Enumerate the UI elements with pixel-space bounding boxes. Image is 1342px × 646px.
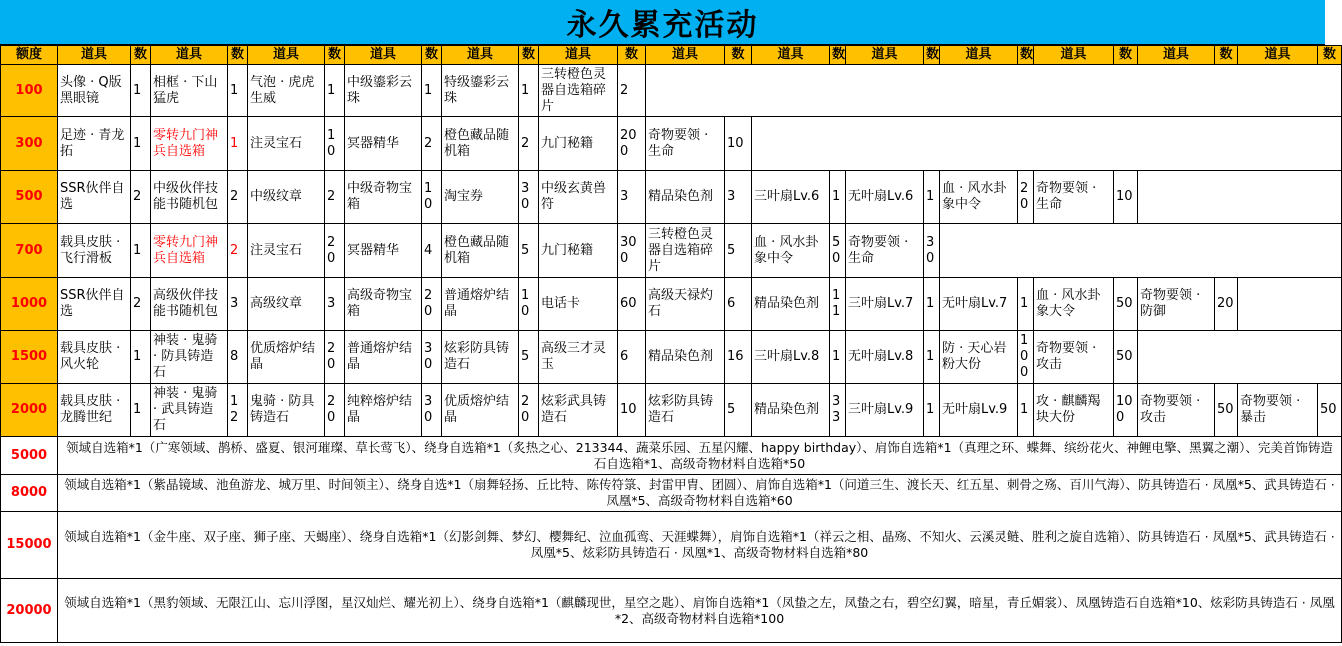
tier-amount: 1500 bbox=[1, 331, 58, 384]
item-count: 100 bbox=[1018, 331, 1034, 384]
header-count: 数 bbox=[830, 46, 846, 65]
item-name: SSR伙伴自选 bbox=[58, 171, 131, 224]
item-name: 高级伙伴技能书随机包 bbox=[151, 278, 228, 331]
item-name: 冥器精华 bbox=[345, 224, 422, 278]
item-name: 气泡 · 虎虎生威 bbox=[248, 65, 325, 117]
item-count: 11 bbox=[830, 278, 846, 331]
item-name: 注灵宝石 bbox=[248, 117, 325, 171]
item-count: 30 bbox=[519, 171, 539, 224]
tier-amount: 15000 bbox=[1, 512, 58, 579]
item-name: 神装 · 鬼骑 · 防具铸造石 bbox=[151, 331, 228, 384]
item-count: 5 bbox=[519, 331, 539, 384]
tier-reward-text: 领域自选箱*1（紫晶镜域、池鱼游龙、城万里、时间领主）、绕身自选*1（扇舞轻扬、丘比特、陈传符箓、封雷甲胄、团圆）、肩饰自选箱*1（问道三生、渡长天、红五星、刺骨之殇、百川气海）、防具铸造石 · 凤凰*5、武具铸造石 · 凤凰*5、高级奇物材料自选箱*60 bbox=[58, 475, 1342, 512]
tier-amount: 2000 bbox=[1, 384, 58, 437]
item-name: 高级三才灵玉 bbox=[539, 331, 618, 384]
empty-cell bbox=[1138, 171, 1342, 224]
item-count: 1 bbox=[228, 65, 248, 117]
tier-amount: 8000 bbox=[1, 475, 58, 512]
item-name: 三叶扇Lv.7 bbox=[846, 278, 924, 331]
item-name: 无叶扇Lv.8 bbox=[846, 331, 924, 384]
tier-amount: 500 bbox=[1, 171, 58, 224]
header-count: 数 bbox=[1215, 46, 1238, 65]
item-name: 精品染色剂 bbox=[752, 278, 830, 331]
tier-amount: 1000 bbox=[1, 278, 58, 331]
item-name: 中级奇物宝箱 bbox=[345, 171, 422, 224]
item-name: 奇物要领 · 攻击 bbox=[1034, 331, 1114, 384]
item-count: 20 bbox=[422, 278, 442, 331]
item-count: 30 bbox=[422, 384, 442, 437]
item-name: 三叶扇Lv.6 bbox=[752, 171, 830, 224]
item-name: 头像 · Q版黑眼镜 bbox=[58, 65, 131, 117]
item-count: 20 bbox=[325, 224, 345, 278]
item-name: 无叶扇Lv.6 bbox=[846, 171, 924, 224]
empty-cell bbox=[940, 224, 1342, 278]
item-count: 1 bbox=[830, 171, 846, 224]
item-name: 九门秘籍 bbox=[539, 117, 618, 171]
item-count: 1 bbox=[325, 65, 345, 117]
item-name: 零转九门神兵自选箱 bbox=[151, 117, 228, 171]
tier-reward-text: 领域自选箱*1（广寒领域、鹊桥、盛夏、银河璀璨、草长莺飞）、绕身自选箱*1（炙热之心、213344、蔬菜乐园、五星闪耀、happy birthday）、肩饰自选箱*1（真理之环、蝶舞、缤纷花火、神鲤电擎、黑翼之潮）、完美首饰铸造石自选箱*1、高级奇物材料自选箱*50 bbox=[58, 437, 1342, 475]
item-count: 60 bbox=[618, 278, 646, 331]
item-count: 1 bbox=[1018, 278, 1034, 331]
item-name: 血 · 风水卦象中令 bbox=[940, 171, 1018, 224]
item-name: 血 · 风水卦象大令 bbox=[1034, 278, 1114, 331]
item-count: 50 bbox=[1114, 278, 1138, 331]
item-count: 8 bbox=[228, 331, 248, 384]
item-name: 无叶扇Lv.7 bbox=[940, 278, 1018, 331]
header-count: 数 bbox=[924, 46, 940, 65]
item-name: 橙色藏品随机箱 bbox=[442, 224, 519, 278]
header-item: 道具 bbox=[752, 46, 830, 65]
item-count: 20 bbox=[325, 384, 345, 437]
item-count: 20 bbox=[1018, 171, 1034, 224]
header-item: 道具 bbox=[1034, 46, 1114, 65]
item-count: 2 bbox=[422, 117, 442, 171]
item-name: 奇物要领 · 暴击 bbox=[1238, 384, 1318, 437]
item-count: 1 bbox=[131, 65, 151, 117]
item-name: 高级天禄灼石 bbox=[646, 278, 725, 331]
item-name: 无叶扇Lv.9 bbox=[940, 384, 1018, 437]
item-name: 三叶扇Lv.8 bbox=[752, 331, 830, 384]
tier-row bbox=[1, 331, 1342, 384]
item-count: 1 bbox=[830, 331, 846, 384]
item-count: 6 bbox=[725, 278, 752, 331]
item-count: 5 bbox=[725, 224, 752, 278]
item-name: 精品染色剂 bbox=[752, 384, 830, 437]
header-amount: 额度 bbox=[1, 46, 58, 65]
item-count: 10 bbox=[422, 171, 442, 224]
item-name: 中级伙伴技能书随机包 bbox=[151, 171, 228, 224]
item-count: 5 bbox=[519, 224, 539, 278]
tier-reward-text: 领域自选箱*1（金牛座、双子座、狮子座、天蝎座）、绕身自选箱*1（幻影剑舞、梦幻、樱舞纪、泣血孤鸾、天涯蝶舞），肩饰自选箱*1（祥云之相、晶殇、不知火、云溪灵鲢、胜利之旋自选箱）、防具铸造石 · 凤凰*5、武具铸造石 · 凤凰*5、炫彩防具铸造石 · 凤凰*1、高级奇物材料自选箱*80 bbox=[58, 512, 1342, 579]
item-count: 2 bbox=[519, 117, 539, 171]
header-count: 数 bbox=[131, 46, 151, 65]
item-count: 1 bbox=[422, 65, 442, 117]
item-count: 2 bbox=[131, 171, 151, 224]
item-name: SSR伙伴自选 bbox=[58, 278, 131, 331]
item-name: 精品染色剂 bbox=[646, 171, 725, 224]
header-row bbox=[1, 46, 1342, 65]
tier-amount: 300 bbox=[1, 117, 58, 171]
item-count: 10 bbox=[519, 278, 539, 331]
item-name: 神装 · 鬼骑 · 武具铸造石 bbox=[151, 384, 228, 437]
item-count: 30 bbox=[924, 224, 940, 278]
item-count: 1 bbox=[131, 117, 151, 171]
item-name: 足迹 · 青龙拓 bbox=[58, 117, 131, 171]
item-name: 优质熔炉结晶 bbox=[248, 331, 325, 384]
page-title: 永久累充活动 bbox=[0, 0, 1325, 45]
tier-row bbox=[1, 224, 1342, 278]
tier-amount: 5000 bbox=[1, 437, 58, 475]
item-count: 50 bbox=[1114, 331, 1138, 384]
item-name: 炫彩防具铸造石 bbox=[442, 331, 519, 384]
item-name: 三转橙色灵器自选箱碎片 bbox=[539, 65, 618, 117]
item-count: 50 bbox=[830, 224, 846, 278]
item-count: 3 bbox=[618, 171, 646, 224]
header-item: 道具 bbox=[1138, 46, 1215, 65]
item-name: 奇物要领 · 生命 bbox=[1034, 171, 1114, 224]
item-name: 奇物要领 · 生命 bbox=[646, 117, 725, 171]
tier-row bbox=[1, 65, 1342, 117]
item-count: 300 bbox=[618, 224, 646, 278]
item-name: 载具皮肤 · 飞行滑板 bbox=[58, 224, 131, 278]
item-count: 2 bbox=[618, 65, 646, 117]
item-name: 特级鎏彩云珠 bbox=[442, 65, 519, 117]
item-name: 中级玄黄兽符 bbox=[539, 171, 618, 224]
item-count: 12 bbox=[228, 384, 248, 437]
big-tier-row bbox=[1, 579, 1342, 643]
header-item: 道具 bbox=[151, 46, 228, 65]
item-name: 奇物要领 · 攻击 bbox=[1138, 384, 1215, 437]
header-count: 数 bbox=[228, 46, 248, 65]
item-count: 3 bbox=[725, 171, 752, 224]
item-name: 冥器精华 bbox=[345, 117, 422, 171]
header-count: 数 bbox=[1114, 46, 1138, 65]
tier-row bbox=[1, 117, 1342, 171]
item-name: 普通熔炉结晶 bbox=[442, 278, 519, 331]
item-name: 炫彩防具铸造石 bbox=[646, 384, 725, 437]
item-count: 30 bbox=[422, 331, 442, 384]
item-count: 20 bbox=[1215, 278, 1238, 331]
item-count: 50 bbox=[1318, 384, 1342, 437]
item-count: 3 bbox=[228, 278, 248, 331]
item-name: 三叶扇Lv.9 bbox=[846, 384, 924, 437]
header-item: 道具 bbox=[1238, 46, 1318, 65]
item-name: 中级鎏彩云珠 bbox=[345, 65, 422, 117]
empty-cell bbox=[1238, 278, 1342, 331]
item-name: 电话卡 bbox=[539, 278, 618, 331]
item-name: 奇物要领 · 生命 bbox=[846, 224, 924, 278]
item-count: 1 bbox=[228, 117, 248, 171]
item-name: 攻 · 麒麟羯块大份 bbox=[1034, 384, 1114, 437]
item-name: 中级纹章 bbox=[248, 171, 325, 224]
header-item: 道具 bbox=[539, 46, 618, 65]
header-item: 道具 bbox=[846, 46, 924, 65]
item-name: 九门秘籍 bbox=[539, 224, 618, 278]
item-count: 1 bbox=[1018, 384, 1034, 437]
item-name: 纯粹熔炉结晶 bbox=[345, 384, 422, 437]
item-count: 3 bbox=[325, 278, 345, 331]
item-name: 三转橙色灵器自选箱碎片 bbox=[646, 224, 725, 278]
empty-cell bbox=[1138, 331, 1342, 384]
item-count: 1 bbox=[924, 278, 940, 331]
item-count: 50 bbox=[1215, 384, 1238, 437]
header-count: 数 bbox=[725, 46, 752, 65]
item-count: 1 bbox=[131, 331, 151, 384]
item-count: 6 bbox=[618, 331, 646, 384]
item-count: 1 bbox=[924, 384, 940, 437]
item-name: 橙色藏品随机箱 bbox=[442, 117, 519, 171]
item-count: 2 bbox=[131, 278, 151, 331]
item-name: 载具皮肤 · 龙腾世纪 bbox=[58, 384, 131, 437]
item-count: 2 bbox=[228, 171, 248, 224]
tier-row bbox=[1, 171, 1342, 224]
item-count: 200 bbox=[618, 117, 646, 171]
item-name: 淘宝券 bbox=[442, 171, 519, 224]
item-count: 10 bbox=[1114, 171, 1138, 224]
tier-row bbox=[1, 278, 1342, 331]
item-name: 炫彩武具铸造石 bbox=[539, 384, 618, 437]
item-count: 1 bbox=[131, 384, 151, 437]
item-name: 高级纹章 bbox=[248, 278, 325, 331]
item-count: 1 bbox=[924, 331, 940, 384]
header-item: 道具 bbox=[940, 46, 1018, 65]
header-count: 数 bbox=[1318, 46, 1342, 65]
header-item: 道具 bbox=[646, 46, 725, 65]
header-count: 数 bbox=[1018, 46, 1034, 65]
header-item: 道具 bbox=[248, 46, 325, 65]
item-name: 鬼骑 · 防具铸造石 bbox=[248, 384, 325, 437]
item-count: 2 bbox=[325, 171, 345, 224]
tier-amount: 700 bbox=[1, 224, 58, 278]
item-name: 防 · 天心岩粉大份 bbox=[940, 331, 1018, 384]
reward-table bbox=[0, 45, 1342, 643]
item-count: 2 bbox=[228, 224, 248, 278]
tier-row bbox=[1, 384, 1342, 437]
item-name: 注灵宝石 bbox=[248, 224, 325, 278]
item-name: 载具皮肤 · 风火轮 bbox=[58, 331, 131, 384]
header-item: 道具 bbox=[345, 46, 422, 65]
item-name: 奇物要领 · 防御 bbox=[1138, 278, 1215, 331]
item-count: 16 bbox=[725, 331, 752, 384]
big-tier-row bbox=[1, 437, 1342, 475]
empty-cell bbox=[646, 65, 1342, 117]
item-count: 5 bbox=[725, 384, 752, 437]
item-count: 10 bbox=[325, 117, 345, 171]
item-name: 高级奇物宝箱 bbox=[345, 278, 422, 331]
header-count: 数 bbox=[422, 46, 442, 65]
tier-reward-text: 领域自选箱*1（黑豹领域、无限江山、忘川浮图，星汉灿烂、耀光初上）、绕身自选箱*1（麒麟现世，星空之匙）、肩饰自选箱*1（凤蛰之左，凤蛰之右，碧空幻翼，暗星，青丘媚裳）、凤凰铸造石自选箱*10、炫彩防具铸造石 · 凤凰*2、高级奇物材料自选箱*100 bbox=[58, 579, 1342, 643]
item-count: 20 bbox=[325, 331, 345, 384]
empty-cell bbox=[752, 117, 1342, 171]
item-count: 1 bbox=[131, 224, 151, 278]
header-item: 道具 bbox=[442, 46, 519, 65]
header-count: 数 bbox=[618, 46, 646, 65]
item-count: 20 bbox=[519, 384, 539, 437]
header-count: 数 bbox=[519, 46, 539, 65]
item-name: 优质熔炉结晶 bbox=[442, 384, 519, 437]
item-name: 零转九门神兵自选箱 bbox=[151, 224, 228, 278]
item-count: 10 bbox=[618, 384, 646, 437]
item-name: 精品染色剂 bbox=[646, 331, 725, 384]
big-tier-row bbox=[1, 512, 1342, 579]
header-item: 道具 bbox=[58, 46, 131, 65]
item-count: 10 bbox=[725, 117, 752, 171]
item-name: 普通熔炉结晶 bbox=[345, 331, 422, 384]
tier-amount: 20000 bbox=[1, 579, 58, 643]
item-count: 33 bbox=[830, 384, 846, 437]
header-count: 数 bbox=[325, 46, 345, 65]
item-count: 1 bbox=[924, 171, 940, 224]
item-count: 1 bbox=[519, 65, 539, 117]
tier-amount: 100 bbox=[1, 65, 58, 117]
item-name: 相框 · 下山猛虎 bbox=[151, 65, 228, 117]
big-tier-row bbox=[1, 475, 1342, 512]
item-name: 血 · 风水卦象中令 bbox=[752, 224, 830, 278]
item-count: 100 bbox=[1114, 384, 1138, 437]
item-count: 4 bbox=[422, 224, 442, 278]
